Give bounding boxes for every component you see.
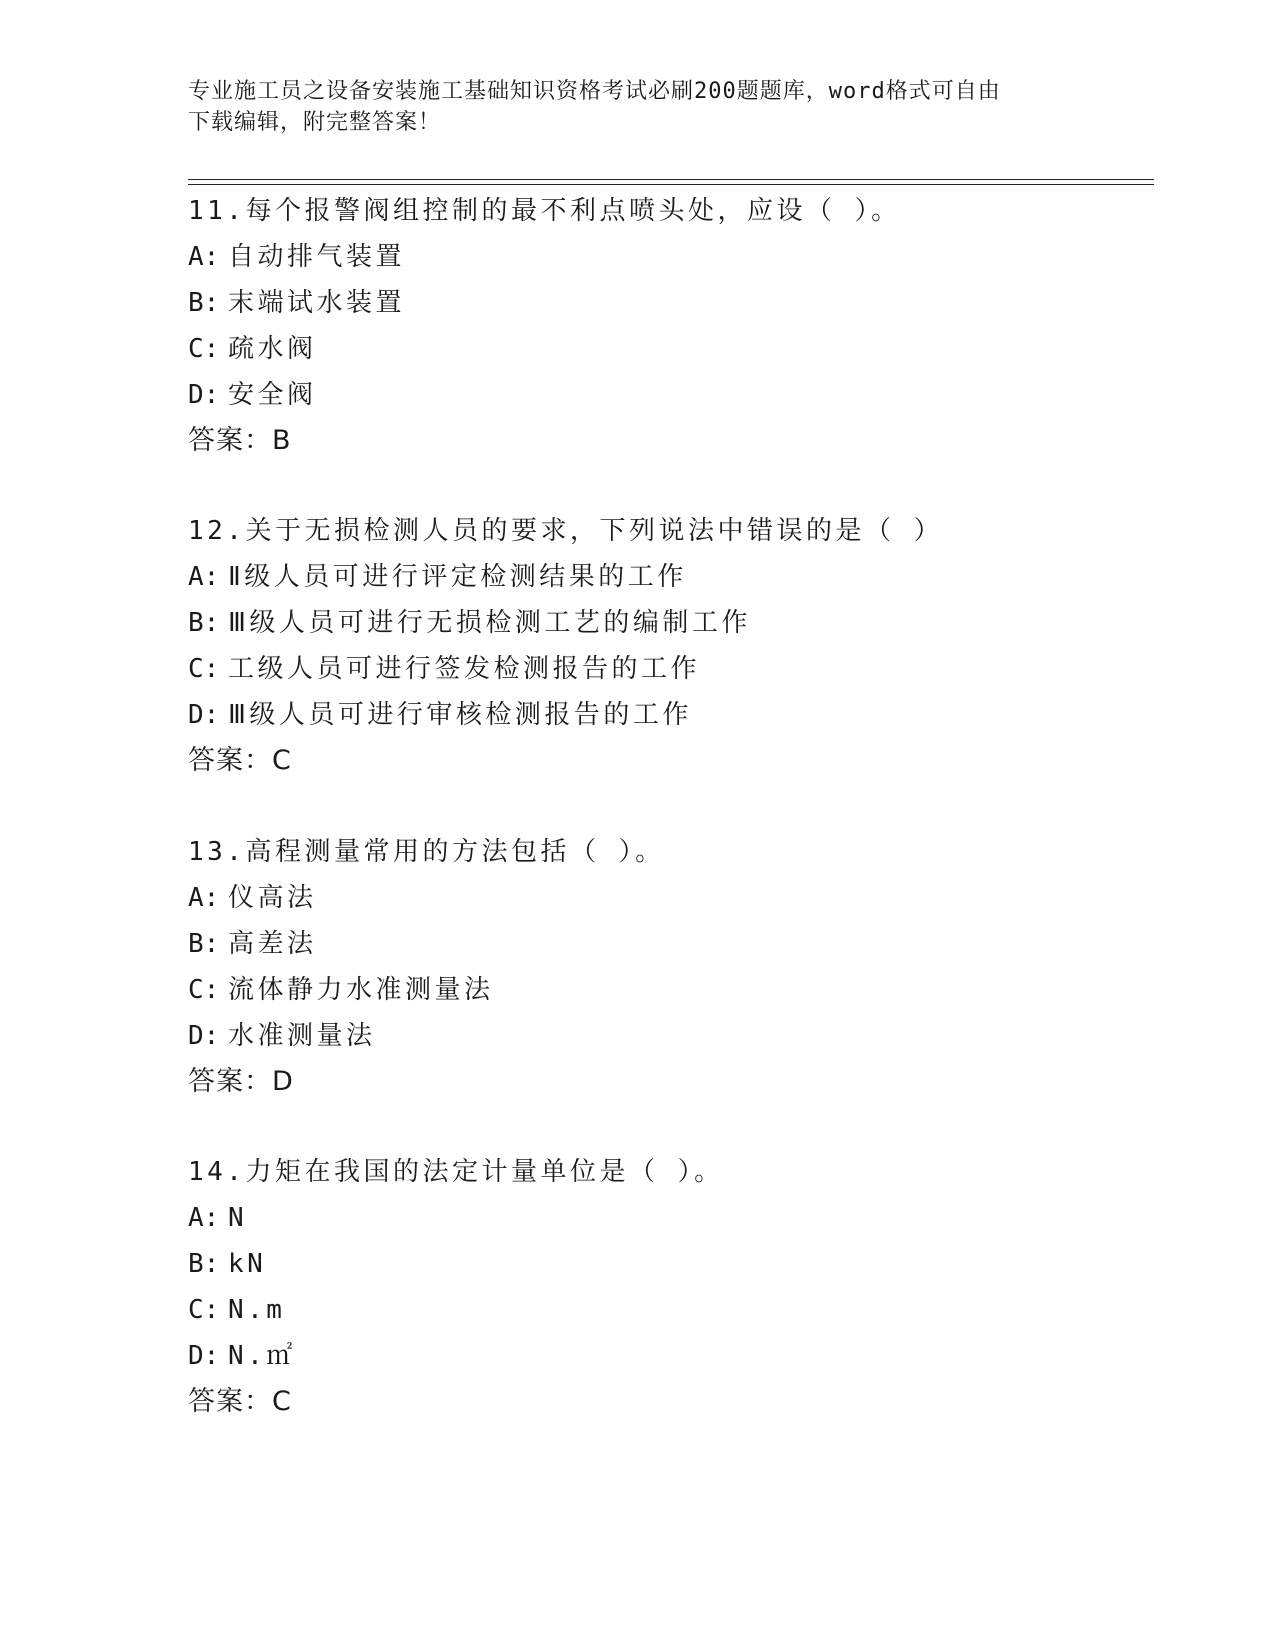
question-14 bbox=[188, 1149, 1148, 1425]
option-b bbox=[188, 1241, 1148, 1287]
option-d bbox=[188, 372, 1148, 418]
option-text: Ⅱ级人员可进行评定检测结果的工作 bbox=[228, 562, 687, 592]
option-b bbox=[188, 600, 1148, 646]
answer: 答案：B bbox=[188, 425, 292, 456]
option-text: 高差法 bbox=[228, 929, 317, 959]
question-13 bbox=[188, 829, 1148, 1105]
option-text: 仪高法 bbox=[228, 883, 317, 913]
header-line-2: 下载编辑，附完整答案！ bbox=[188, 110, 442, 135]
question-stem: 14.力矩在我国的法定计量单位是（ ）。 bbox=[188, 1157, 724, 1187]
option-letter: B: bbox=[188, 608, 220, 638]
option-c bbox=[188, 1287, 1148, 1333]
option-c bbox=[188, 967, 1148, 1013]
answer: 答案：D bbox=[188, 1066, 294, 1097]
option-text: 流体静力水准测量法 bbox=[228, 975, 494, 1005]
option-text: 工级人员可进行签发检测报告的工作 bbox=[228, 654, 701, 684]
question-stem: 11.每个报警阀组控制的最不利点喷头处，应设（ ）。 bbox=[188, 196, 901, 226]
option-letter: C: bbox=[188, 1295, 220, 1325]
option-d bbox=[188, 692, 1148, 738]
option-text: 安全阀 bbox=[228, 380, 317, 410]
option-d bbox=[188, 1013, 1148, 1059]
option-c bbox=[188, 646, 1148, 692]
option-text: Ⅲ级人员可进行审核检测报告的工作 bbox=[228, 700, 692, 730]
option-letter: C: bbox=[188, 654, 220, 684]
option-text: 末端试水装置 bbox=[228, 288, 406, 318]
option-c bbox=[188, 326, 1148, 372]
header-divider-top bbox=[188, 179, 1154, 180]
option-letter: A: bbox=[188, 242, 220, 272]
question-stem: 12.关于无损检测人员的要求，下列说法中错误的是（ ） bbox=[188, 516, 944, 546]
option-letter: B: bbox=[188, 1249, 220, 1279]
header-divider-bottom bbox=[188, 184, 1154, 185]
option-a bbox=[188, 234, 1148, 280]
option-letter: C: bbox=[188, 975, 220, 1005]
option-letter: A: bbox=[188, 1203, 220, 1233]
option-letter: D: bbox=[188, 1021, 220, 1051]
option-letter: A: bbox=[188, 562, 220, 592]
option-b bbox=[188, 921, 1148, 967]
option-text: 水准测量法 bbox=[228, 1021, 376, 1051]
option-letter: B: bbox=[188, 929, 220, 959]
question-12 bbox=[188, 508, 1148, 784]
option-text: kN bbox=[228, 1249, 267, 1279]
header-line-1: 专业施工员之设备安装施工基础知识资格考试必刷200题题库，word格式可自由 bbox=[188, 79, 1001, 104]
option-d bbox=[188, 1333, 1148, 1379]
option-b bbox=[188, 280, 1148, 326]
option-letter: A: bbox=[188, 883, 220, 913]
answer: 答案：C bbox=[188, 1386, 292, 1417]
option-text: N.㎡ bbox=[228, 1341, 296, 1371]
question-11 bbox=[188, 188, 1148, 464]
option-a bbox=[188, 554, 1148, 600]
option-text: N.m bbox=[228, 1295, 286, 1325]
option-letter: D: bbox=[188, 380, 220, 410]
question-stem: 13.高程测量常用的方法包括（ ）。 bbox=[188, 837, 665, 867]
option-letter: D: bbox=[188, 700, 220, 730]
option-a bbox=[188, 1195, 1148, 1241]
answer: 答案：C bbox=[188, 745, 292, 776]
option-text: 自动排气装置 bbox=[228, 242, 406, 272]
option-letter: D: bbox=[188, 1341, 220, 1371]
option-text: N bbox=[228, 1203, 248, 1233]
option-letter: C: bbox=[188, 334, 220, 364]
option-letter: B: bbox=[188, 288, 220, 318]
option-a bbox=[188, 875, 1148, 921]
option-text: 疏水阀 bbox=[228, 334, 317, 364]
document-header bbox=[188, 76, 1088, 138]
option-text: Ⅲ级人员可进行无损检测工艺的编制工作 bbox=[228, 608, 751, 638]
